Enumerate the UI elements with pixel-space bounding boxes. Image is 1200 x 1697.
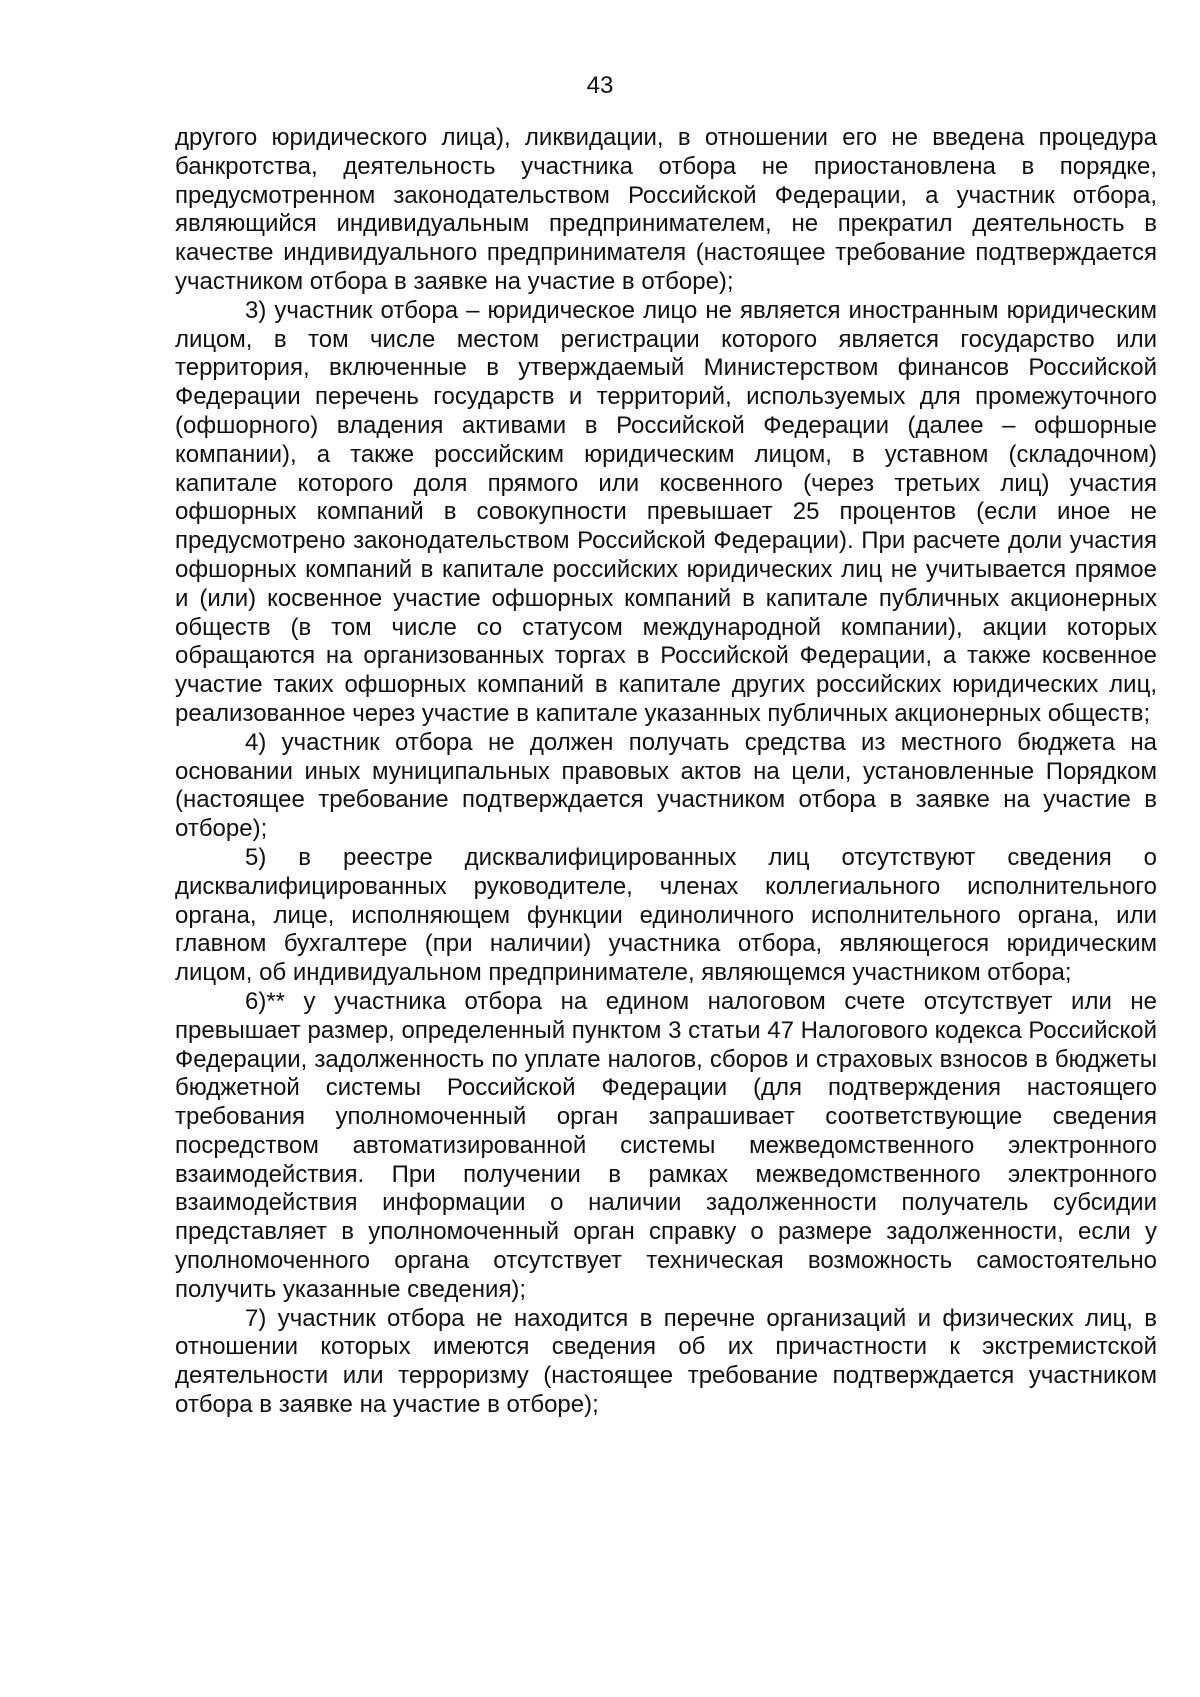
document-body	[175, 124, 1157, 1420]
paragraph-item-6: 6)** у участника отбора на едином налоговом счете отсутствует или не превышает размер, определенный пунктом 3 статьи 47 Налогового кодекса Российской Федерации, задолженность по уплате налогов, сборов и страховых взносов в бюджеты бюджетной системы Российской Федерации (для подтверждения настоящего требования уполномоченный орган запрашивает соответствующие сведения посредством автоматизированной системы межведомственного электронного взаимодействия. При получении в рамках межведомственного электронного взаимодействия информации о наличии задолженности получатель субсидии представляет в уполномоченный орган справку о размере задолженности, если у уполномоченного органа отсутствует техническая возможность самостоятельно получить указанные сведения);	[175, 987, 1157, 1303]
paragraph-item-5: 5) в реестре дисквалифицированных лиц отсутствуют сведения о дисквалифицированных руководителе, членах коллегиального исполнительного органа, лице, исполняющем функции единоличного исполнительного органа, или главном бухгалтере (при наличии) участника отбора, являющегося юридическим лицом, об индивидуальном предпринимателе, являющемся участником отбора;	[175, 843, 1157, 987]
paragraph-item-7: 7) участник отбора не находится в перечне организаций и физических лиц, в отношении которых имеются сведения об их причастности к экстремистской деятельности или терроризму (настоящее требование подтверждается участником отбора в заявке на участие в отборе);	[175, 1304, 1157, 1419]
paragraph-item-4: 4) участник отбора не должен получать средства из местного бюджета на основании иных муниципальных правовых актов на цели, установленные Порядком (настоящее требование подтверждается участником отбора в заявке на участие в отборе);	[175, 728, 1157, 843]
paragraph-continuation: другого юридического лица), ликвидации, в отношении его не введена процедура банкротства, деятельность участника отбора не приостановлена в порядке, предусмотренном законодательством Российской Федерации, а участник отбора, являющийся индивидуальным предпринимателем, не прекратил деятельность в качестве индивидуального предпринимателя (настоящее требование подтверждается участником отбора в заявке на участие в отборе);	[175, 124, 1157, 295]
paragraph-item-3: 3) участник отбора – юридическое лицо не является иностранным юридическим лицом, в том числе местом регистрации которого является государство или территория, включенные в утверждаемый Министерством финансов Российской Федерации перечень государств и территорий, используемых для промежуточного (офшорного) владения активами в Российской Федерации (далее – офшорные компании), а также российским юридическим лицом, в уставном (складочном) капитале которого доля прямого или косвенного (через третьих лиц) участия офшорных компаний в совокупности превышает 25 процентов (если иное не предусмотрено законодательством Российской Федерации). При расчете доли участия офшорных компаний в капитале российских юридических лиц не учитывается прямое и (или) косвенное участие офшорных компаний в капитале публичных акционерных обществ (в том числе со статусом международной компании), акции которых обращаются на организованных торгах в Российской Федерации, а также косвенное участие таких офшорных компаний в капитале других российских юридических лиц, реализованное через участие в капитале указанных публичных акционерных обществ;	[175, 296, 1157, 727]
page-number: 43	[586, 72, 614, 99]
